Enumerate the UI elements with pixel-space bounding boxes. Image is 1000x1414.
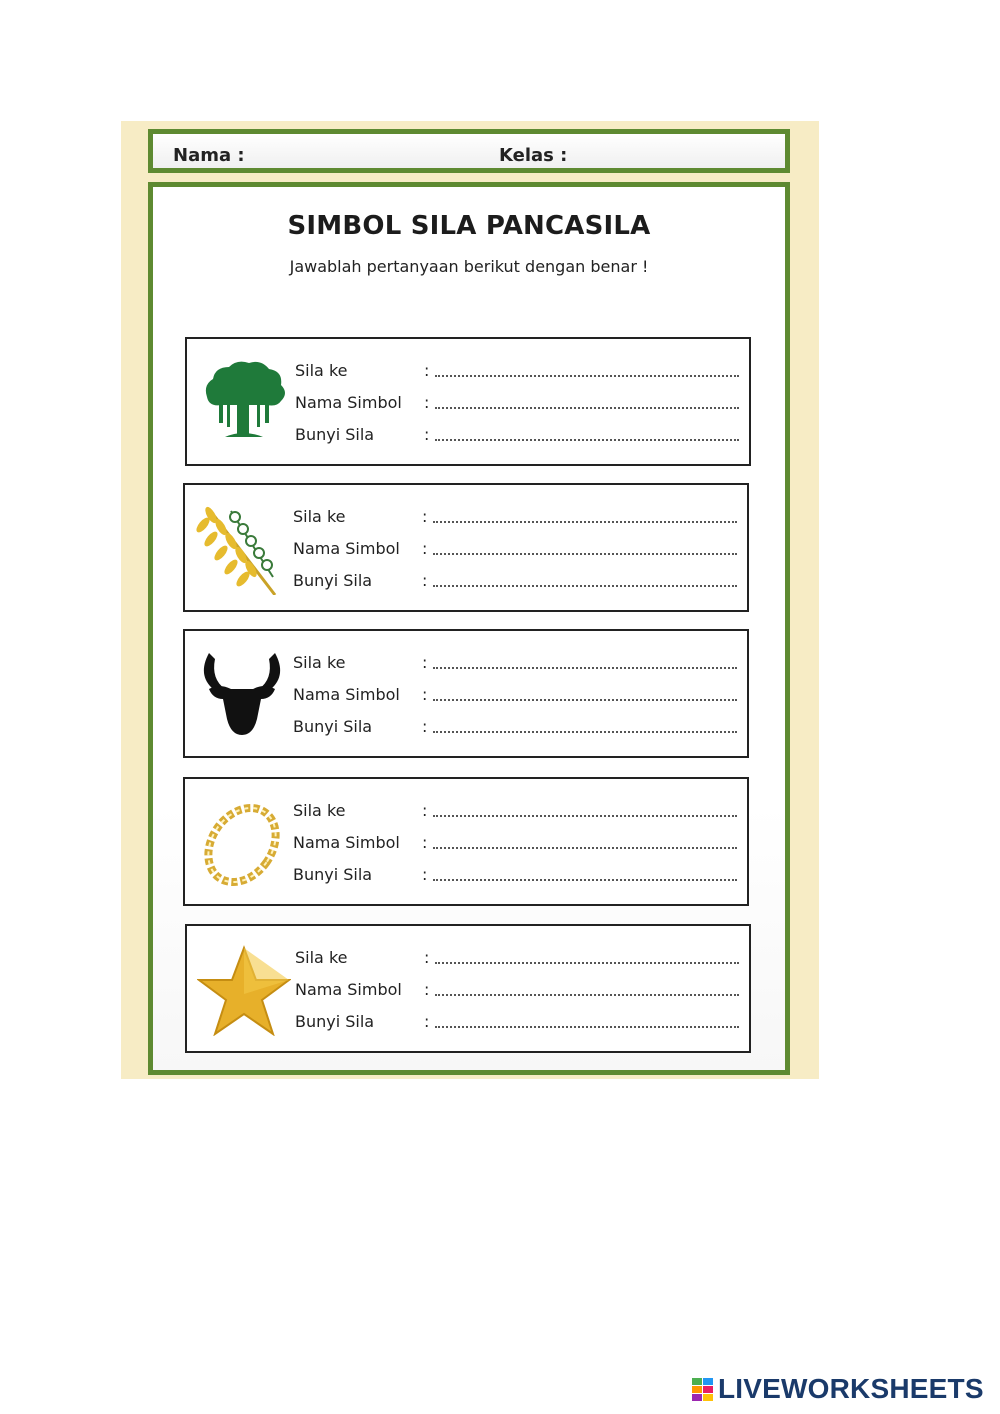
sila-ke-label: Sila ke bbox=[295, 361, 348, 380]
nama-simbol-label: Nama Simbol bbox=[293, 685, 400, 704]
sila-ke-label: Sila ke bbox=[295, 948, 348, 967]
bunyi-sila-label: Bunyi Sila bbox=[293, 717, 373, 736]
student-info-header bbox=[148, 129, 790, 173]
bunyi-sila-row bbox=[293, 863, 737, 887]
question-card bbox=[183, 483, 749, 612]
colon: : bbox=[422, 833, 428, 852]
bunyi-sila-label: Bunyi Sila bbox=[295, 1012, 375, 1031]
sila-ke-answer-line[interactable] bbox=[433, 521, 737, 523]
nama-simbol-answer-line[interactable] bbox=[433, 847, 737, 849]
nama-simbol-row bbox=[295, 391, 739, 415]
bunyi-sila-row bbox=[295, 1010, 739, 1034]
colon: : bbox=[422, 571, 428, 590]
bunyi-sila-row bbox=[293, 569, 737, 593]
bunyi-sila-answer-line[interactable] bbox=[435, 1026, 739, 1028]
sila-ke-row bbox=[293, 651, 737, 675]
colon: : bbox=[422, 507, 428, 526]
star-icon bbox=[197, 944, 291, 1036]
worksheet-sheet bbox=[121, 121, 819, 1079]
sila-ke-answer-line[interactable] bbox=[435, 962, 739, 964]
colon: : bbox=[422, 865, 428, 884]
bunyi-sila-answer-line[interactable] bbox=[433, 585, 737, 587]
class-label: Kelas : bbox=[499, 145, 568, 166]
bull-head-icon bbox=[195, 649, 289, 741]
bunyi-sila-answer-line[interactable] bbox=[433, 731, 737, 733]
bunyi-sila-label: Bunyi Sila bbox=[295, 425, 375, 444]
bunyi-sila-label: Bunyi Sila bbox=[293, 865, 373, 884]
logo-text: LIVEWORKSHEETS bbox=[718, 1373, 984, 1404]
question-card bbox=[183, 629, 749, 758]
colon: : bbox=[422, 685, 428, 704]
sila-ke-answer-line[interactable] bbox=[433, 667, 737, 669]
bunyi-sila-label: Bunyi Sila bbox=[293, 571, 373, 590]
colon: : bbox=[424, 361, 430, 380]
worksheet-body bbox=[148, 182, 790, 1075]
colon: : bbox=[424, 980, 430, 999]
worksheet-title: SIMBOL SILA PANCASILA bbox=[287, 211, 651, 241]
question-card bbox=[185, 924, 751, 1053]
sila-ke-label: Sila ke bbox=[293, 801, 346, 820]
colon: : bbox=[422, 717, 428, 736]
sila-ke-row bbox=[295, 359, 739, 383]
sila-ke-row bbox=[293, 505, 737, 529]
worksheet-instructions: Jawablah pertanyaan berikut dengan benar ! bbox=[289, 257, 649, 276]
bunyi-sila-row bbox=[295, 423, 739, 447]
rice-and-cotton-icon bbox=[195, 503, 289, 595]
nama-simbol-label: Nama Simbol bbox=[293, 539, 400, 558]
nama-simbol-label: Nama Simbol bbox=[295, 980, 402, 999]
colon: : bbox=[424, 1012, 430, 1031]
colon: : bbox=[422, 539, 428, 558]
sila-ke-label: Sila ke bbox=[293, 653, 346, 672]
colon: : bbox=[424, 948, 430, 967]
name-label: Nama : bbox=[173, 145, 245, 166]
colon: : bbox=[422, 801, 428, 820]
colon: : bbox=[422, 653, 428, 672]
sila-ke-row bbox=[293, 799, 737, 823]
question-card bbox=[185, 337, 751, 466]
nama-simbol-answer-line[interactable] bbox=[435, 407, 739, 409]
nama-simbol-answer-line[interactable] bbox=[433, 699, 737, 701]
bunyi-sila-answer-line[interactable] bbox=[435, 439, 739, 441]
sila-ke-answer-line[interactable] bbox=[433, 815, 737, 817]
sila-ke-row bbox=[295, 946, 739, 970]
nama-simbol-label: Nama Simbol bbox=[293, 833, 400, 852]
nama-simbol-row bbox=[295, 978, 739, 1002]
colon: : bbox=[424, 393, 430, 412]
nama-simbol-row bbox=[293, 831, 737, 855]
nama-simbol-row bbox=[293, 537, 737, 561]
question-card bbox=[183, 777, 749, 906]
banyan-tree-icon bbox=[197, 357, 291, 449]
bunyi-sila-answer-line[interactable] bbox=[433, 879, 737, 881]
chain-icon bbox=[195, 797, 289, 889]
nama-simbol-answer-line[interactable] bbox=[435, 994, 739, 996]
nama-simbol-row bbox=[293, 683, 737, 707]
logo-blocks-icon bbox=[692, 1378, 714, 1402]
nama-simbol-answer-line[interactable] bbox=[433, 553, 737, 555]
nama-simbol-label: Nama Simbol bbox=[295, 393, 402, 412]
bunyi-sila-row bbox=[293, 715, 737, 739]
sila-ke-answer-line[interactable] bbox=[435, 375, 739, 377]
sila-ke-label: Sila ke bbox=[293, 507, 346, 526]
colon: : bbox=[424, 425, 430, 444]
liveworksheets-logo[interactable] bbox=[692, 1373, 992, 1407]
